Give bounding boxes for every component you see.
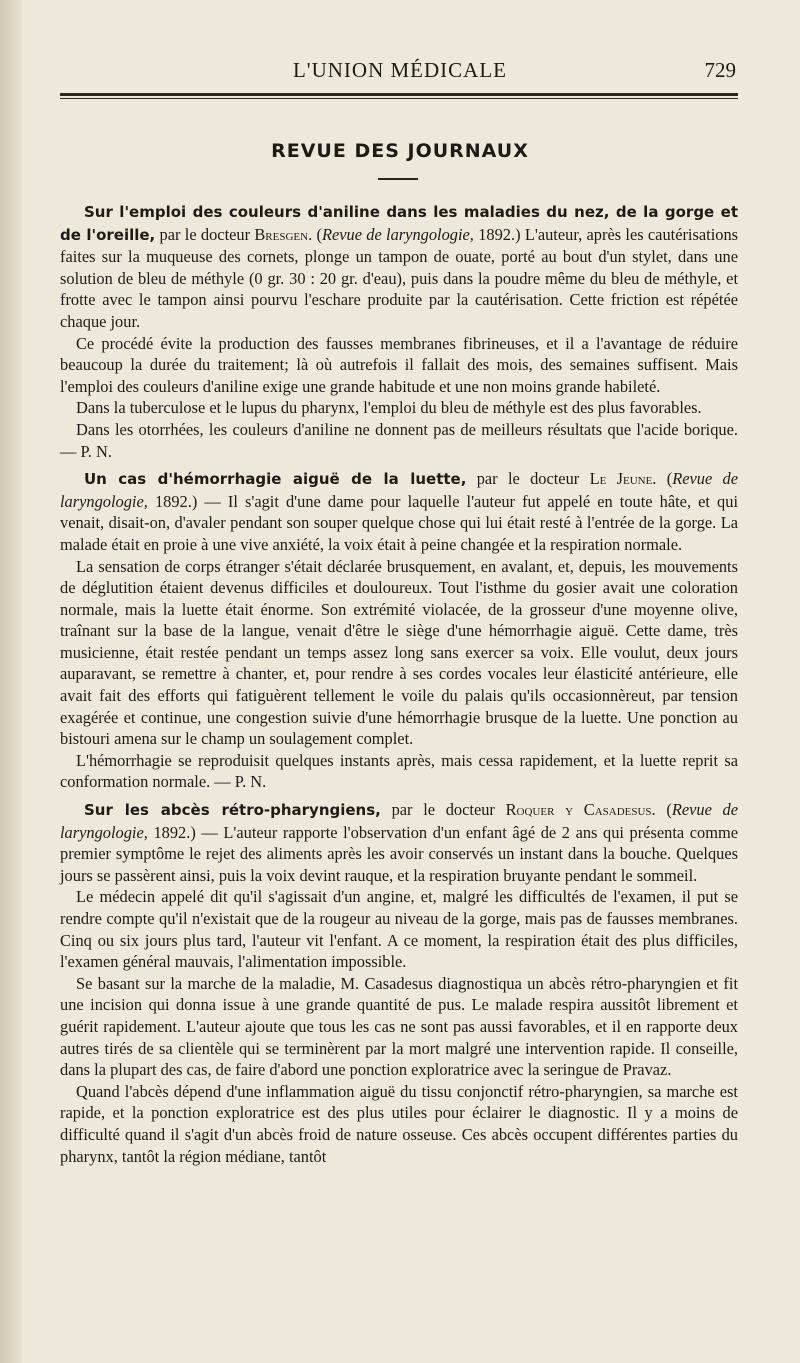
article-3-text: — L'auteur rapporte l'observation d'un enfant âgé de 2 ans qui présenta comme premier symptôme le rejet des aliments après les avoir conservés un instant dans la bouche. Quelques jours se passèrent ainsi, puis la voix devint rauque, et la respiration bruyante pendant le sommeil. — [60, 822, 738, 885]
article-3-author: Roquer y Casadesus. — [505, 800, 656, 820]
article-1-paragraph: Ce procédé évite la production des fausses membranes fibrineuses, et il a l'avantage de réduire beaucoup la durée du traitement; là où autrefois il fallait des mois, des semaines suffisent. Mais l'emploi des couleurs d'aniline exige une grande habitude et une non moins grande habileté. — [60, 333, 738, 396]
article-body — [60, 201, 738, 1167]
page-number: 729 — [704, 58, 736, 82]
article-2-paragraph: L'hémorrhagie se reproduisit quelques instants après, mais cessa rapidement, et la luette reprit sa conformation normale. — P. N. — [60, 750, 738, 792]
page-gutter — [0, 0, 22, 1363]
section-title: REVUE DES JOURNAUX — [271, 140, 529, 162]
article-3-journal: Revue de laryngologie, — [60, 800, 739, 842]
article-2-first-paragraph: Un cas d'hémorrhagie aiguë de la luette, par le docteur Le Jeune. (Revue de laryngologie, 1892.) — Il s'agit d'une dame pour laquelle l'auteur fut appelé en toute hâte, et qui venait, disait-on, d'avaler pendant son souper quelque chose qui lui était resté à l'entrée de la gorge. La malade était en proie à une vive anxiété, la voix était à peine changée et la respiration normale. — [60, 469, 739, 554]
article-2-author: Le Jeune. — [589, 469, 657, 489]
running-title: L'UNION MÉDICALE — [292, 58, 507, 82]
article-1-paragraph: Dans les otorrhées, les couleurs d'aniline ne donnent pas de meilleurs résultats que l'acide borique. — P. N. — [60, 419, 738, 461]
running-header — [60, 58, 740, 88]
article-2-lead: Un cas d'hémorrhagie aiguë de la luette, — [84, 470, 467, 489]
article-1-paragraph: Dans la tuberculose et le lupus du pharynx, l'emploi du bleu de méthyle est des plus favorables. — [76, 398, 702, 418]
section-divider — [378, 178, 418, 180]
article-1-first-paragraph: Sur l'emploi des couleurs d'aniline dans les maladies du nez, de la gorge et de l'oreille, par le docteur Bresgen. (Revue de laryngologie, 1892.) L'auteur, après les cautérisations faites sur la muqueuse des cornets, plonge un tampon de ouate, porté au bout d'un stylet, dans une solution de bleu de méthyle (0 gr. 30 : 20 gr. d'eau), puis dans la poudre même du bleu de méthyle, et frotte avec le tampon ainsi pourvu l'eschare produite par la cautérisation. Cette friction est répétée chaque jour. — [60, 203, 739, 331]
article-1-lead: Sur l'emploi des couleurs d'aniline dans les maladies du nez, de la gorge et de l'oreille, — [60, 203, 738, 244]
header-rule-thin — [60, 98, 738, 99]
article-1-journal: Revue de laryngologie, — [321, 224, 474, 244]
header-rule-thick — [60, 93, 738, 96]
article-3-paragraph: Se basant sur la marche de la maladie, M. Casadesus diagnostiqua un abcès rétro-pharyngien et fit une incision qui donna issue à une grande quantité de pus. Le malade respira aussitôt librement et guérit rapidement. L'auteur ajoute que tous les cas ne sont pas aussi favorables, et il en rapporte deux autres tirés de sa clientèle qui se terminèrent par la mort malgré une intervention rapide. Il conseille, dans la plupart des cas, de faire d'abord une ponction exploratrice avec la seringue de Pravaz. — [60, 973, 738, 1080]
article-2-paragraph: La sensation de corps étranger s'était déclarée brusquement, en avalant, et, depuis, les mouvements de déglutition étaient devenus difficiles et douloureux. Tout l'isthme du gosier avait une coloration normale, mais la luette était énorme. Son extrémité violacée, de la grosseur d'une moyenne olive, traînant sur la base de la langue, venait d'être le siège d'une hémorrhagie aiguë. Cette dame, très musicienne, était restée pendant un temps assez long sans exercer sa voix. Elle voulut, deux jours auparavant, se remettre à chanter, et, pour rendre à ses cordes vocales leur élasticité antérieure, elle avait fait des efforts qui fatiguèrent tellement le voile du palais qu'ils occasionnèreut, par tension exagérée et continue, une congestion suivie d'une hémorrhagie brusque de la luette. Une ponction au bistouri amena sur le champ un soulagement complet. — [60, 556, 738, 749]
article-3-paragraph: Le médecin appelé dit qu'il s'agissait d'un angine, et, malgré les difficultés de l'examen, il put se rendre compte qu'il n'existait que de la rougeur au niveau de la gorge, mais pas de fausses membranes. Cinq ou six jours plus tard, l'auteur vit l'enfant. A ce moment, la respiration était des plus difficiles, l'examen général mauvais, l'alimentation impossible. — [60, 887, 738, 972]
article-1-text: L'auteur, après les cautérisations faites sur la muqueuse des cornets, plonge un tampon de ouate, porté au bout d'un stylet, dans une solution de bleu de méthyle (0 gr. 30 : 20 gr. d'eau), puis dans la poudre même du bleu de méthyle, et frotte avec le tampon ainsi pourvu l'eschare produite par la cautérisation. Cette friction est répétée chaque jour. — [60, 224, 739, 331]
article-3-first-paragraph: Sur les abcès rétro-pharyngiens, par le docteur Roquer y Casadesus. (Revue de laryngologie, 1892.) — L'auteur rapporte l'observation d'un enfant âgé de 2 ans qui présenta comme premier symptôme le rejet des aliments après les avoir conservés un instant dans la bouche. Quelques jours se passèrent ainsi, puis la voix devint rauque, et la respiration bruyante pendant le sommeil. — [60, 800, 739, 885]
article-3-lead: Sur les abcès rétro-pharyngiens, — [84, 801, 381, 820]
article-3-paragraph: Quand l'abcès dépend d'une inflammation aiguë du tissu conjonctif rétro-pharyngien, sa marche est rapide, et la ponction exploratrice est des plus utiles pour éclairer le diagnostic. Il y a moins de difficulté quand il s'agit d'un abcès froid de nature osseuse. Ces abcès occupent différentes parties du pharynx, tantôt la région médiane, tantôt — [60, 1081, 738, 1166]
article-2-journal: Revue de laryngologie, — [60, 469, 738, 511]
article-2-text: — Il s'agit d'une dame pour laquelle l'auteur fut appelé en toute hâte, et qui venait, disait-on, d'avaler pendant son souper quelque chose qui lui était resté à l'entrée de la gorge. La malade était en proie à une vive anxiété, la voix était à peine changée et la respiration normale. — [60, 491, 739, 554]
article-1-author: Bresgen. — [254, 224, 313, 244]
